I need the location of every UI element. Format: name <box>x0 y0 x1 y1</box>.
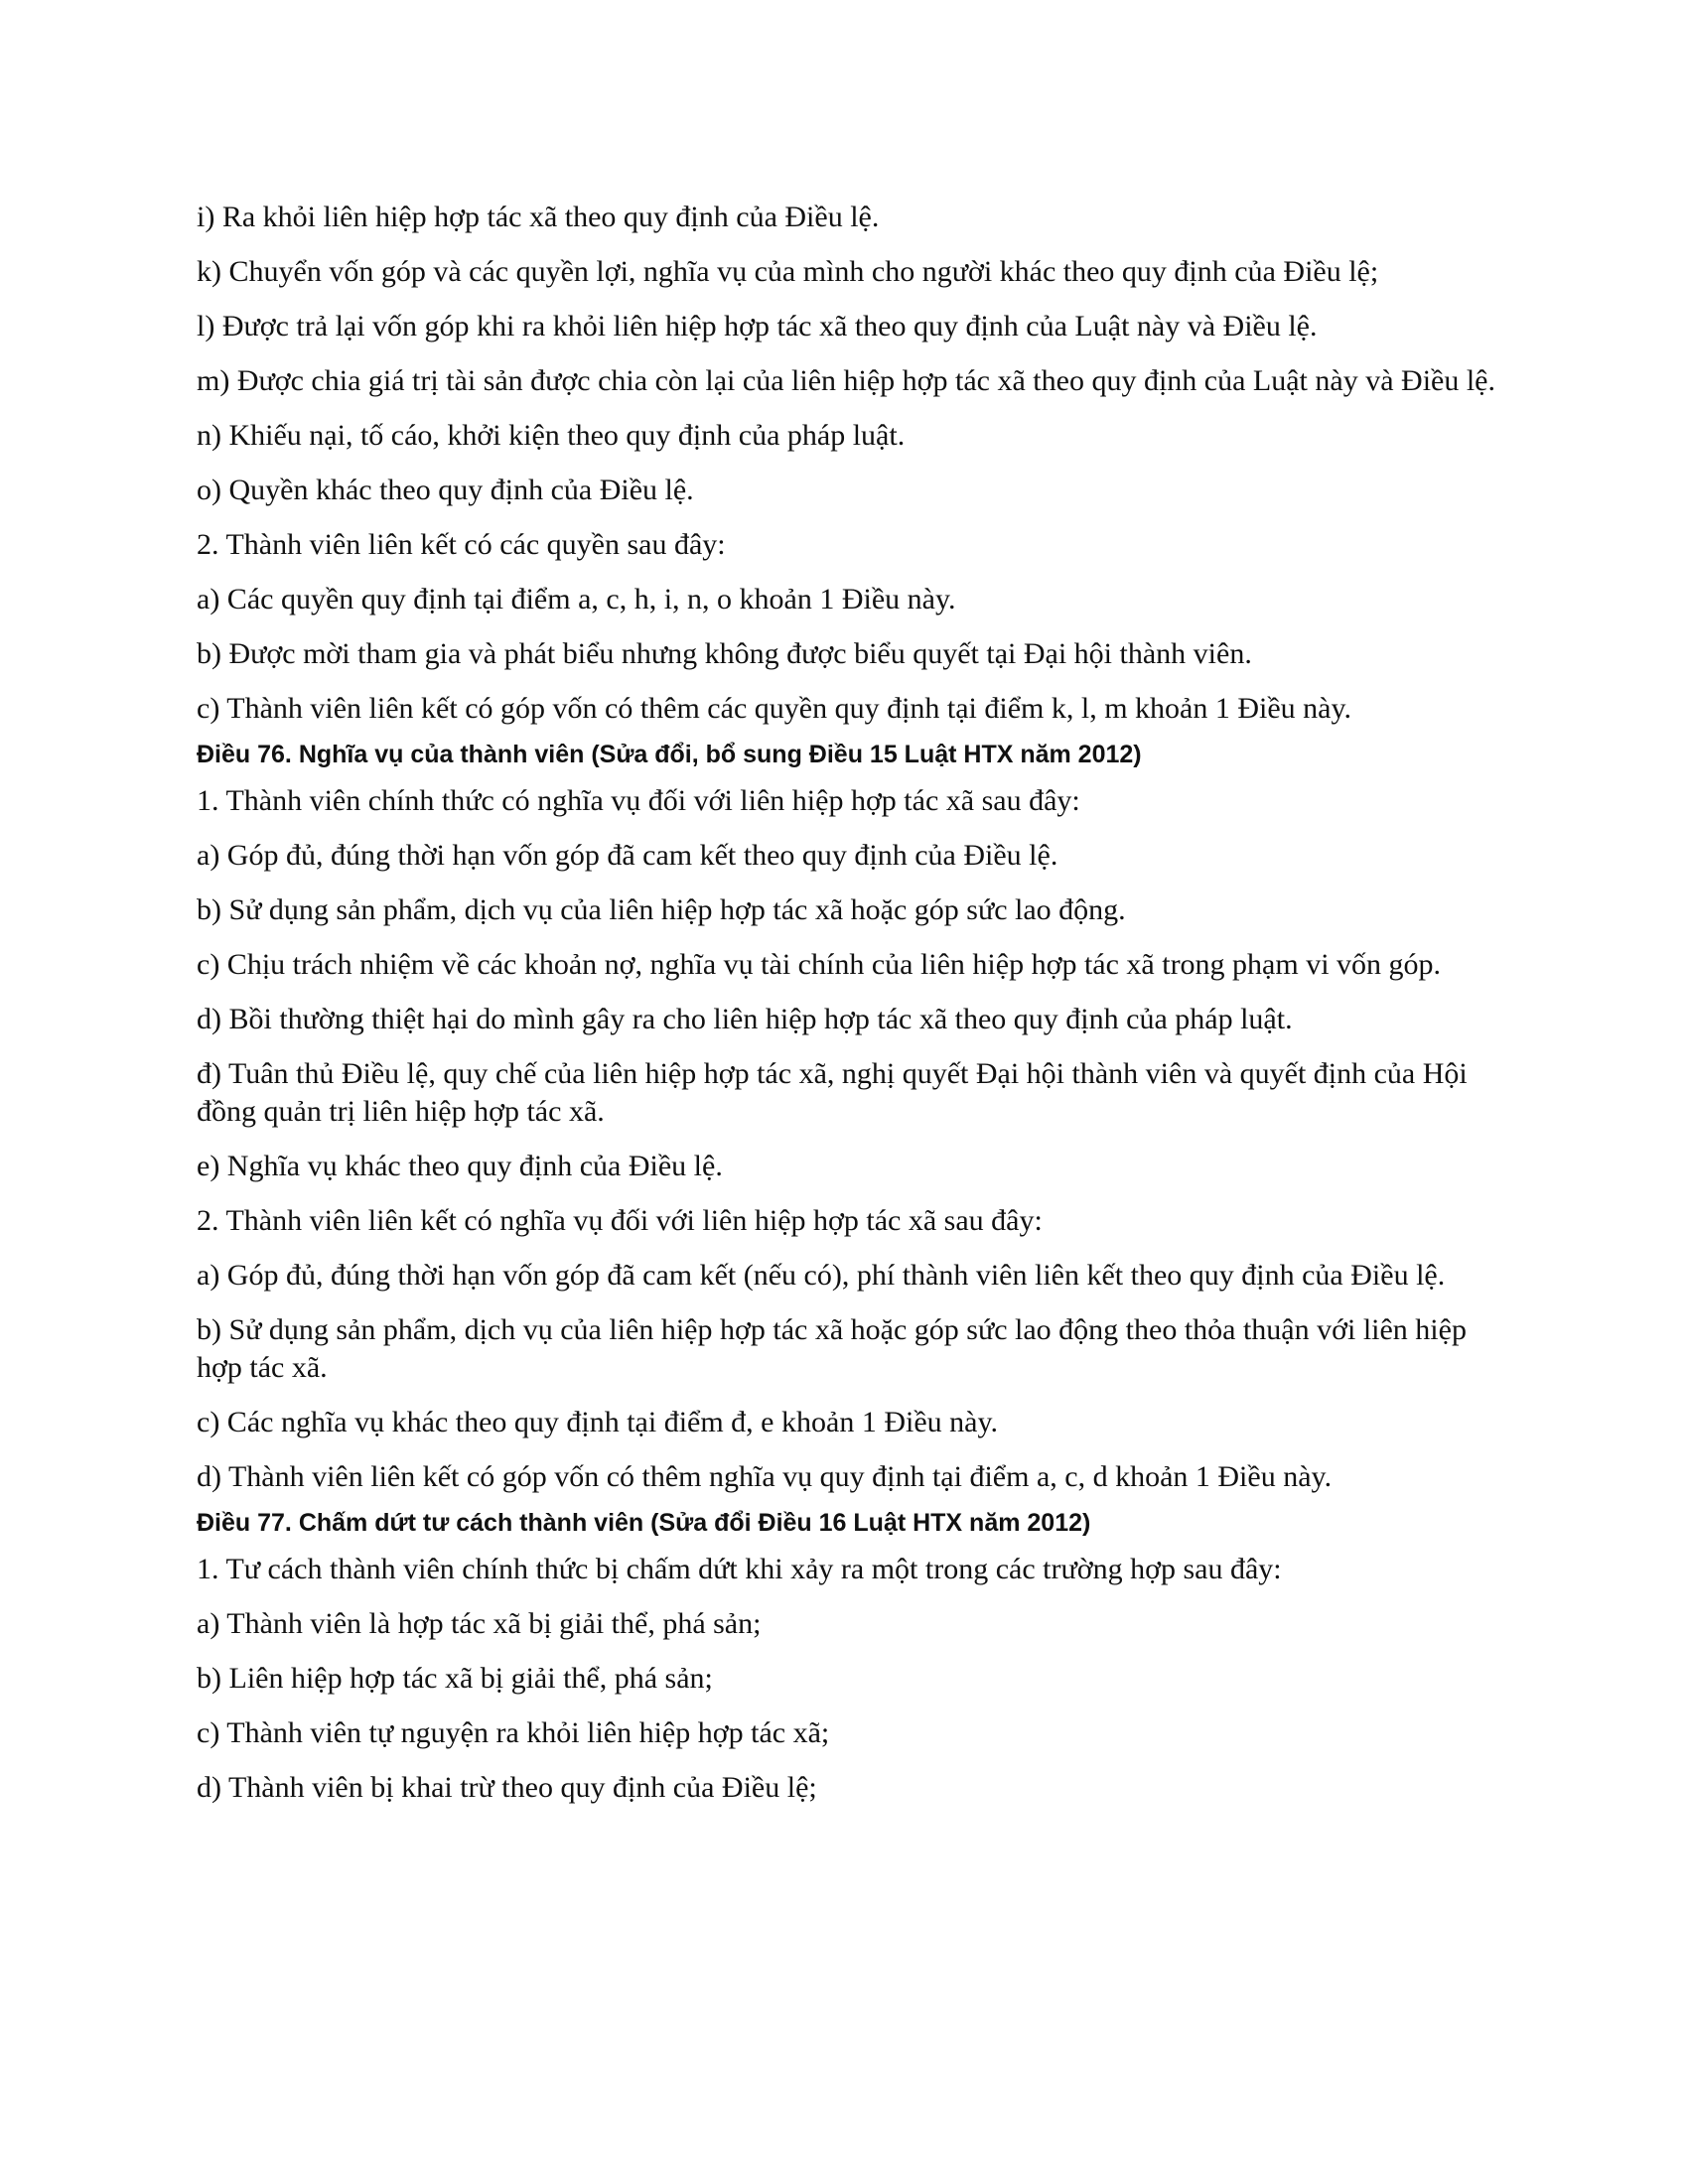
paragraph-c: c) Chịu trách nhiệm về các khoản nợ, nghĩa vụ tài chính của liên hiệp hợp tác xã trong phạm vi vốn góp. <box>197 948 1442 981</box>
paragraph-i: i) Ra khỏi liên hiệp hợp tác xã theo quy định của Điều lệ. <box>197 201 880 233</box>
paragraph-b: b) Sử dụng sản phẩm, dịch vụ của liên hiệp hợp tác xã hoặc góp sức lao động. <box>197 893 1126 926</box>
paragraph-a: a) Góp đủ, đúng thời hạn vốn góp đã cam kết (nếu có), phí thành viên liên kết theo quy định của Điều lệ. <box>197 1259 1446 1292</box>
paragraph-b: b) Được mời tham gia và phát biểu nhưng không được biểu quyết tại Đại hội thành viên. <box>197 637 1252 670</box>
paragraph-d: d) Thành viên bị khai trừ theo quy định của Điều lệ; <box>197 1771 817 1804</box>
paragraph-c: c) Thành viên tự nguyện ra khỏi liên hiệp hợp tác xã; <box>197 1716 830 1749</box>
paragraph-a: a) Thành viên là hợp tác xã bị giải thể, phá sản; <box>197 1607 762 1640</box>
article-76-heading: Điều 76. Nghĩa vụ của thành viên (Sửa đổi, bổ sung Điều 15 Luật HTX năm 2012) <box>197 741 1142 768</box>
paragraph-d: d) Thành viên liên kết có góp vốn có thêm nghĩa vụ quy định tại điểm a, c, d khoản 1 Điều này. <box>197 1460 1333 1493</box>
clause-1-termination: 1. Tư cách thành viên chính thức bị chấm dứt khi xảy ra một trong các trường hợp sau đây: <box>197 1553 1282 1585</box>
paragraph-c: c) Thành viên liên kết có góp vốn có thêm các quyền quy định tại điểm k, l, m khoản 1 Điều này. <box>197 692 1352 725</box>
paragraph-e: e) Nghĩa vụ khác theo quy định của Điều lệ. <box>197 1150 723 1182</box>
paragraph-l: l) Được trả lại vốn góp khi ra khỏi liên hiệp hợp tác xã theo quy định của Luật này và Điều lệ. <box>197 310 1318 342</box>
paragraph-c: c) Các nghĩa vụ khác theo quy định tại điểm đ, e khoản 1 Điều này. <box>197 1406 998 1438</box>
paragraph-b: b) Sử dụng sản phẩm, dịch vụ của liên hiệp hợp tác xã hoặc góp sức lao động theo thỏa thuận với liên hiệp hợp tác xã. <box>197 1313 1467 1384</box>
paragraph-b: b) Liên hiệp hợp tác xã bị giải thể, phá sản; <box>197 1662 713 1695</box>
paragraph-m: m) Được chia giá trị tài sản được chia còn lại của liên hiệp hợp tác xã theo quy định của Luật này và Điều lệ. <box>197 364 1495 397</box>
paragraph-a: a) Các quyền quy định tại điểm a, c, h, i, n, o khoản 1 Điều này. <box>197 583 956 615</box>
document-body <box>197 199 1497 1824</box>
clause-2-obligations: 2. Thành viên liên kết có nghĩa vụ đối với liên hiệp hợp tác xã sau đây: <box>197 1204 1043 1237</box>
paragraph-o: o) Quyền khác theo quy định của Điều lệ. <box>197 474 694 506</box>
article-77-heading: Điều 77. Chấm dứt tư cách thành viên (Sửa đổi Điều 16 Luật HTX năm 2012) <box>197 1509 1091 1537</box>
paragraph-dd: đ) Tuân thủ Điều lệ, quy chế của liên hiệp hợp tác xã, nghị quyết Đại hội thành viên và quyết định của Hội đồng quản trị liên hiệp hợp tác xã. <box>197 1057 1468 1128</box>
paragraph-d: d) Bồi thường thiệt hại do mình gây ra cho liên hiệp hợp tác xã theo quy định của pháp luật. <box>197 1003 1293 1035</box>
clause-1-obligations: 1. Thành viên chính thức có nghĩa vụ đối với liên hiệp hợp tác xã sau đây: <box>197 784 1080 817</box>
paragraph-k: k) Chuyển vốn góp và các quyền lợi, nghĩa vụ của mình cho người khác theo quy định của Điều lệ; <box>197 255 1379 288</box>
paragraph-a: a) Góp đủ, đúng thời hạn vốn góp đã cam kết theo quy định của Điều lệ. <box>197 839 1058 872</box>
clause-2-rights: 2. Thành viên liên kết có các quyền sau đây: <box>197 528 726 561</box>
paragraph-n: n) Khiếu nại, tố cáo, khởi kiện theo quy định của pháp luật. <box>197 419 906 452</box>
